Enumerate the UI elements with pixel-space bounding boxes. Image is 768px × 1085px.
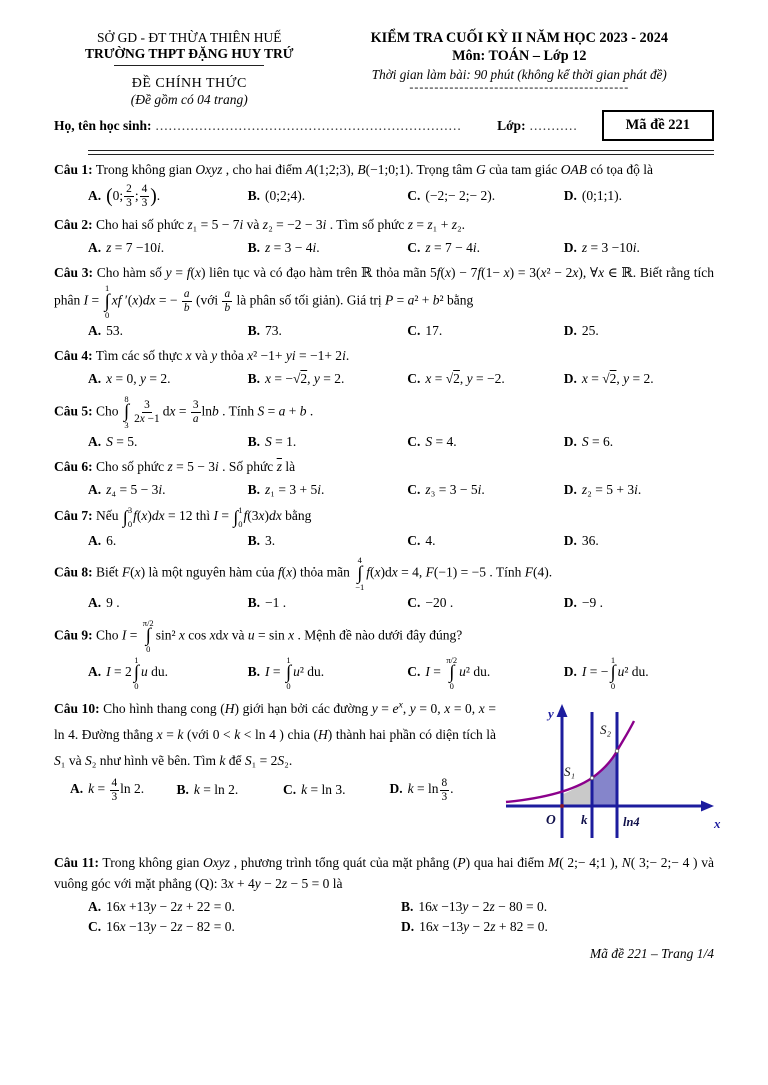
question-3-option-b: B. 73. <box>247 323 282 339</box>
question-2-option-b: B. z = 3 − 4i. <box>247 239 320 255</box>
student-name-field: ...................................................................... <box>155 117 462 133</box>
question-11-text: Câu 11: Trong không gian Oxyz , phương trình tổng quát của mặt phẳng (P) qua hai điểm M( 2;− 4;1 ), N( 3;− 2;− 4 ) và vuông góc với mặt phẳng (Q): 3x + 4y − 2z − 5 = 0 là <box>54 854 714 891</box>
question-1-option-d: D. (0;1;1). <box>563 188 622 204</box>
question-8-option-a: A. 9 . <box>88 595 120 611</box>
question-6-text: Câu 6: Cho số phức z = 5 − 3i . Số phức $\overline{z}$ là <box>54 458 296 474</box>
question-5-options <box>88 432 714 452</box>
question-1-text: Câu 1: Trong không gian Oxyz , cho hai điểm A(1;2;3), B(−1;0;1). Trọng tâm G của tam giác OAB có tọa độ là <box>54 162 653 177</box>
question-9-option-c: C. I = π/2 ∫ 0 u² du. <box>407 654 491 692</box>
question-10-options <box>70 777 496 804</box>
question-11-option-c: C. 16x −13y − 2z − 82 = 0. <box>88 918 235 934</box>
question-4-option-d: D. x = √2, y = 2. <box>563 371 654 387</box>
question-6-option-b: B. z₁ = 3 + 5i. <box>247 481 325 497</box>
question-6-option-c: C. z₃ = 3 − 5i. <box>407 481 485 497</box>
question-1 <box>54 160 714 210</box>
page-header <box>54 30 714 108</box>
ln4-label: ln4 <box>623 814 640 829</box>
question-1-option-c: C. (−2;− 2;− 2). <box>407 188 496 204</box>
question-9-option-a: A. I = 2 1 ∫ 0 u du. <box>88 654 168 692</box>
s1-label: S₁ <box>564 763 576 779</box>
question-5-text: Câu 5: Cho 8 ∫ 3 $\frac{3}{2x -1}$ dx = $\frac{3}{a}$ lnb . Tính S = a + b . <box>54 393 314 431</box>
question-8-text: Câu 8: Biết F(x) là một nguyên hàm của f(x) thỏa mãn 4 ∫ −1 f(x)dx = 4, F(−1) = −5 . Tính F(4). <box>54 555 553 592</box>
question-7-option-a: A. 6. <box>88 533 117 549</box>
question-1-option-b: B. (0;2;4). <box>247 188 306 204</box>
question-3-option-c: C. 17. <box>407 323 443 339</box>
origin-dot <box>560 804 564 808</box>
origin-label: O <box>546 811 556 827</box>
question-2 <box>54 215 714 258</box>
question-7-text: Câu 7: Nếu ∫ 3 0 f(x)dx = 12 thì I = ∫ 1 0 f(3x)dx bằng <box>54 505 312 529</box>
question-8-options <box>88 593 714 613</box>
s1-region <box>562 778 592 806</box>
question-10-option-b: B. k = ln 2. <box>176 782 239 797</box>
question-11-option-d: D. 16x −13y − 2z + 82 = 0. <box>401 918 548 934</box>
question-6-options <box>88 480 714 500</box>
question-5-option-d: D. S = 6. <box>563 433 614 449</box>
question-4-options <box>88 369 714 389</box>
question-4-option-a: A. x = 0, y = 2. <box>88 371 171 387</box>
question-1-options <box>88 183 714 210</box>
question-10-option-c: C. k = ln 3. <box>283 782 346 797</box>
exam-type: ĐỀ CHÍNH THỨC <box>131 76 247 91</box>
question-4-option-b: B. x = −√2, y = 2. <box>247 371 345 387</box>
question-6-option-a: A. z₄ = 5 − 3i. <box>88 481 166 497</box>
question-7-option-b: B. 3. <box>247 533 276 549</box>
x-axis-label: x <box>714 815 721 831</box>
exam-subject: Môn: TOÁN – Lớp 12 <box>452 48 587 64</box>
question-2-option-d: D. z = 3 −10i. <box>563 239 640 255</box>
pages-note: (Đề gồm có 04 trang) <box>130 92 248 107</box>
questions-list <box>54 160 721 937</box>
question-11-option-b: B. 16x −13y − 2z − 80 = 0. <box>401 898 548 914</box>
q10-figure <box>502 696 732 848</box>
question-6 <box>54 457 714 500</box>
question-2-options <box>88 238 714 258</box>
question-9-option-d: D. I = − 1 ∫ 0 u² du. <box>563 654 649 692</box>
question-10-option-a: A. k = $\frac{4}{3}$ ln 2. <box>70 776 145 803</box>
question-9-option-b: B. I = 1 ∫ 0 u² du. <box>247 654 325 692</box>
question-11-option-a: A. 16x +13y − 2z + 22 = 0. <box>88 898 235 914</box>
question-5-option-b: B. S = 1. <box>247 433 297 449</box>
question-3 <box>54 263 714 341</box>
school-name: TRƯỜNG THPT ĐẶNG HUY TRỨ <box>85 46 294 61</box>
question-4-option-c: C. x = √2, y = −2. <box>407 371 505 387</box>
y-axis-arrow <box>557 704 568 717</box>
question-2-option-a: A. z = 7 −10i. <box>88 239 165 255</box>
question-2-option-c: C. z = 7 − 4i. <box>407 239 481 255</box>
class-field: ........... <box>529 117 578 133</box>
student-info-row <box>54 110 714 141</box>
s2-label: S₂ <box>600 721 612 737</box>
school-underline <box>114 65 264 66</box>
question-4 <box>54 346 714 389</box>
x-axis-arrow <box>701 800 714 811</box>
page-footer: Mã đề 221 – Trang 1/4 <box>589 946 714 961</box>
y-axis-label: y <box>548 705 554 721</box>
question-4-text: Câu 4: Tìm các số thực x và y thỏa x² −1+ yi = −1+ 2i. <box>54 348 350 364</box>
question-7-option-c: C. 4. <box>407 533 436 549</box>
question-5-option-c: C. S = 4. <box>407 433 457 449</box>
question-7-options <box>88 531 714 551</box>
question-10 <box>54 696 721 848</box>
question-3-option-a: A. 53. <box>88 323 123 339</box>
question-6-option-d: D. z₂ = 5 + 3i. <box>563 481 642 497</box>
question-9-options <box>88 656 714 691</box>
header-left-block <box>54 30 325 108</box>
question-8 <box>54 556 714 613</box>
question-3-options <box>88 321 714 341</box>
question-5 <box>54 395 714 452</box>
question-3-option-d: D. 25. <box>563 323 599 339</box>
question-7 <box>54 505 714 551</box>
header-double-rule <box>88 150 714 155</box>
department-name: SỞ GD - ĐT THỪA THIÊN HUẾ <box>97 30 282 45</box>
k-label: k <box>581 811 588 827</box>
question-1-option-a: A. (0; $\frac{2}{3}$ ; $\frac{4}{3}$ ). <box>88 182 161 209</box>
exam-duration: Thời gian làm bài: 90 phút (không kể thời gian phát đề) <box>371 67 667 82</box>
question-11-options <box>88 897 714 938</box>
question-10-option-d: D. k = ln $\frac{8}{3}$ . <box>389 776 454 803</box>
header-right-block <box>325 30 714 108</box>
question-2-text: Câu 2: Cho hai số phức z₁ = 5 − 7i và z₂ = −2 − 3i . Tìm số phức z = z₁ + z₂. <box>54 216 466 232</box>
question-3-text: Câu 3: Cho hàm số y = f(x) liên tục và có đạo hàm trên ℝ thỏa mãn 5f(x) − 7f(1− x) = 3(x² − 2x), ∀x ∈ ℝ. Biết rằng tích phân I = 1 ∫ 0 xf ′(x)dx = − $\frac{a}{b}$ (với $\frac{a}{b}$ là phân số tối giản). Giá trị P = a² + b² bằng <box>54 265 714 320</box>
question-9-text: Câu 9: Cho I = π/2 ∫ 0 sin² x cos xdx và u = sin x . Mệnh đề nào dưới đây đúng? <box>54 617 463 655</box>
class-label: Lớp: <box>497 117 526 133</box>
student-name-label: Họ, tên học sinh: <box>54 117 152 133</box>
question-8-option-b: B. −1 . <box>247 595 287 611</box>
exam-code-box: Mã đề 221 <box>602 110 714 141</box>
question-10-left-column <box>54 696 496 805</box>
exam-title: KIỂM TRA CUỐI KỲ II NĂM HỌC 2023 - 2024 <box>370 30 668 46</box>
question-8-option-d: D. −9 . <box>563 595 603 611</box>
curve-k-dot <box>590 776 594 780</box>
curve-ln4-dot <box>615 749 619 753</box>
question-5-option-a: A. S = 5. <box>88 433 138 449</box>
s2-region <box>592 751 617 806</box>
dashed-separator: -------------------------------------------- <box>409 80 630 94</box>
question-10-text: Câu 10: Cho hình thang cong (H) giới hạn bởi các đường $y = e^x$, y = 0, x = 0, x = ln 4. Đường thẳng x = k (với 0 < k < ln 4 ) chia (H) thành hai phần có diện tích là S₁ và S₂ như hình vẽ bên. Tìm k để S₁ = 2S₂. <box>54 699 497 769</box>
question-8-option-c: C. −20 . <box>407 595 454 611</box>
question-7-option-d: D. 36. <box>563 533 599 549</box>
question-11 <box>54 853 714 937</box>
question-9 <box>54 619 714 691</box>
